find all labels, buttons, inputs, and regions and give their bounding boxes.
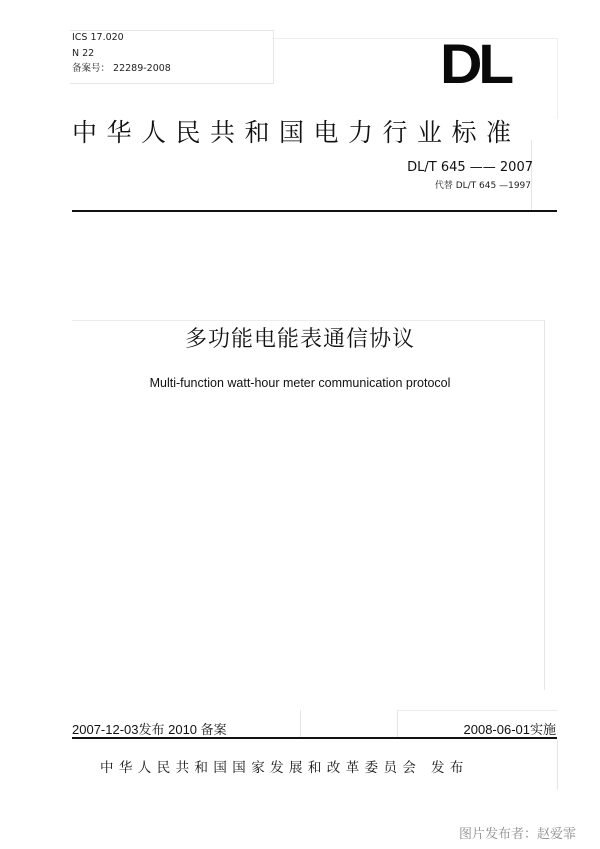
standard-number: DL/T 645 —— 2007	[407, 160, 533, 175]
frame-line	[557, 740, 558, 790]
watermark: 图片发布者：赵爱霏	[458, 827, 576, 842]
ics-code: ICS 17.020	[72, 32, 124, 43]
issue-date: 2007-12-03发布 2010 备案	[72, 722, 227, 737]
implement-date: 2008-06-01实施	[463, 722, 556, 737]
dl-logo: DL	[440, 32, 510, 95]
replaces-standard: 代替 DL/T 645 —1997	[434, 181, 531, 191]
standard-org-title: 中华人民共和国电力行业标准	[72, 118, 521, 147]
document-title-cn: 多功能电能表通信协议	[184, 327, 415, 352]
top-rule	[72, 210, 557, 212]
frame-line	[397, 710, 398, 738]
logo-frame	[272, 38, 558, 119]
frame-line	[397, 710, 557, 711]
category-code: N 22	[72, 48, 95, 59]
filing-number: 备案号： 22289-2008	[72, 63, 171, 74]
frame-line	[300, 710, 301, 738]
frame-line	[72, 320, 544, 321]
document-title-en: Multi-function watt-hour meter communication protocol	[149, 376, 451, 390]
frame-line	[531, 140, 532, 212]
issuing-authority: 中华人民共和国国家发展和改革委员会 发布	[100, 760, 469, 776]
bottom-rule	[72, 737, 557, 739]
